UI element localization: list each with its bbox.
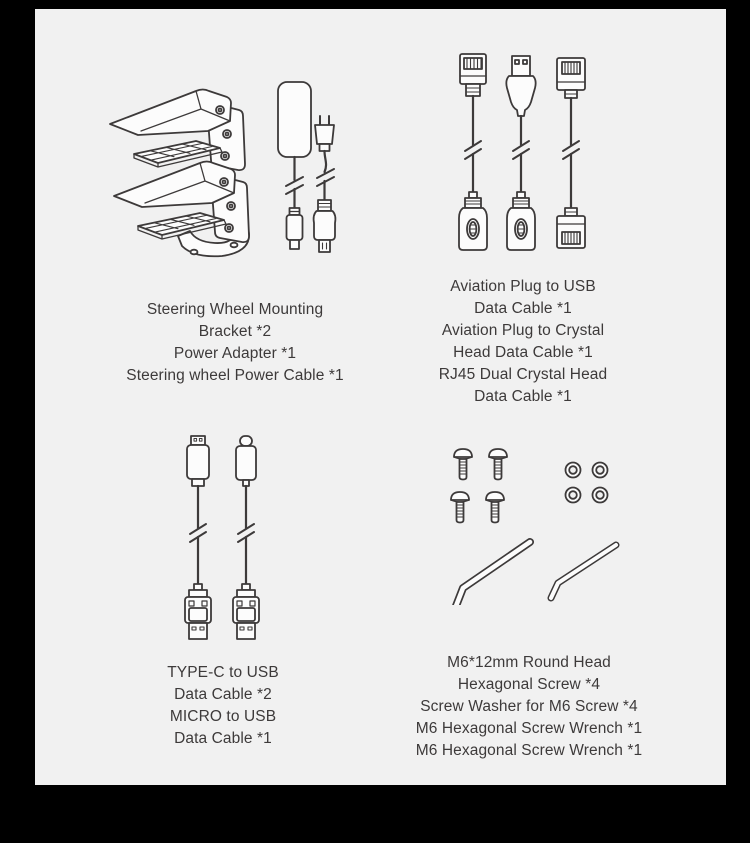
usb-group-label	[118, 662, 328, 750]
label-line: Bracket *2	[198, 323, 272, 340]
hardware-group-label	[398, 652, 660, 762]
label-line: M6*12mm Round Head	[447, 654, 611, 671]
aviation-to-crystal-cable-icon	[459, 54, 487, 250]
label-line: Data Cable *1	[474, 388, 572, 405]
label-line: Hexagonal Screw *4	[457, 676, 601, 693]
label-line: Aviation Plug to USB	[450, 278, 596, 295]
hardware-illustration	[440, 440, 630, 605]
micro-usb-cable-icon	[185, 436, 211, 639]
mounting-bracket-icon	[110, 90, 245, 171]
screw-washer-icon	[566, 463, 608, 503]
steering-group-label	[85, 299, 385, 387]
label-line: RJ45 Dual Crystal Head	[438, 366, 608, 383]
rj45-dual-crystal-cable-icon	[557, 58, 585, 248]
label-line: M6 Hexagonal Screw Wrench *1	[415, 742, 643, 759]
aviation-group-label	[417, 276, 629, 408]
label-line: Steering Wheel Mounting	[146, 301, 324, 318]
label-line: Head Data Cable *1	[453, 344, 593, 361]
label-line: Screw Washer for M6 Screw *4	[420, 698, 638, 715]
label-line: Data Cable *2	[174, 686, 272, 703]
label-line: Data Cable *1	[174, 730, 272, 747]
aviation-cables-illustration	[445, 50, 635, 265]
power-adapter-icon	[278, 82, 311, 249]
label-line: Steering wheel Power Cable *1	[126, 367, 344, 384]
usb-cables-illustration	[170, 432, 280, 644]
steering-bracket-power-illustration	[100, 80, 345, 260]
label-line: Power Adapter *1	[173, 345, 297, 362]
label-line: M6 Hexagonal Screw Wrench *1	[415, 720, 643, 737]
hex-screw-icon	[451, 449, 507, 523]
aviation-to-usb-cable-icon	[506, 56, 535, 250]
label-line: TYPE-C to USB	[167, 664, 279, 681]
type-c-cable-icon	[233, 436, 259, 639]
label-line: Aviation Plug to Crystal	[441, 322, 605, 339]
label-line: MICRO to USB	[169, 708, 277, 725]
label-line: Data Cable *1	[474, 300, 572, 317]
mounting-bracket-icon	[114, 162, 249, 257]
power-cable-icon	[314, 116, 336, 252]
hex-wrench-icon	[456, 542, 616, 605]
